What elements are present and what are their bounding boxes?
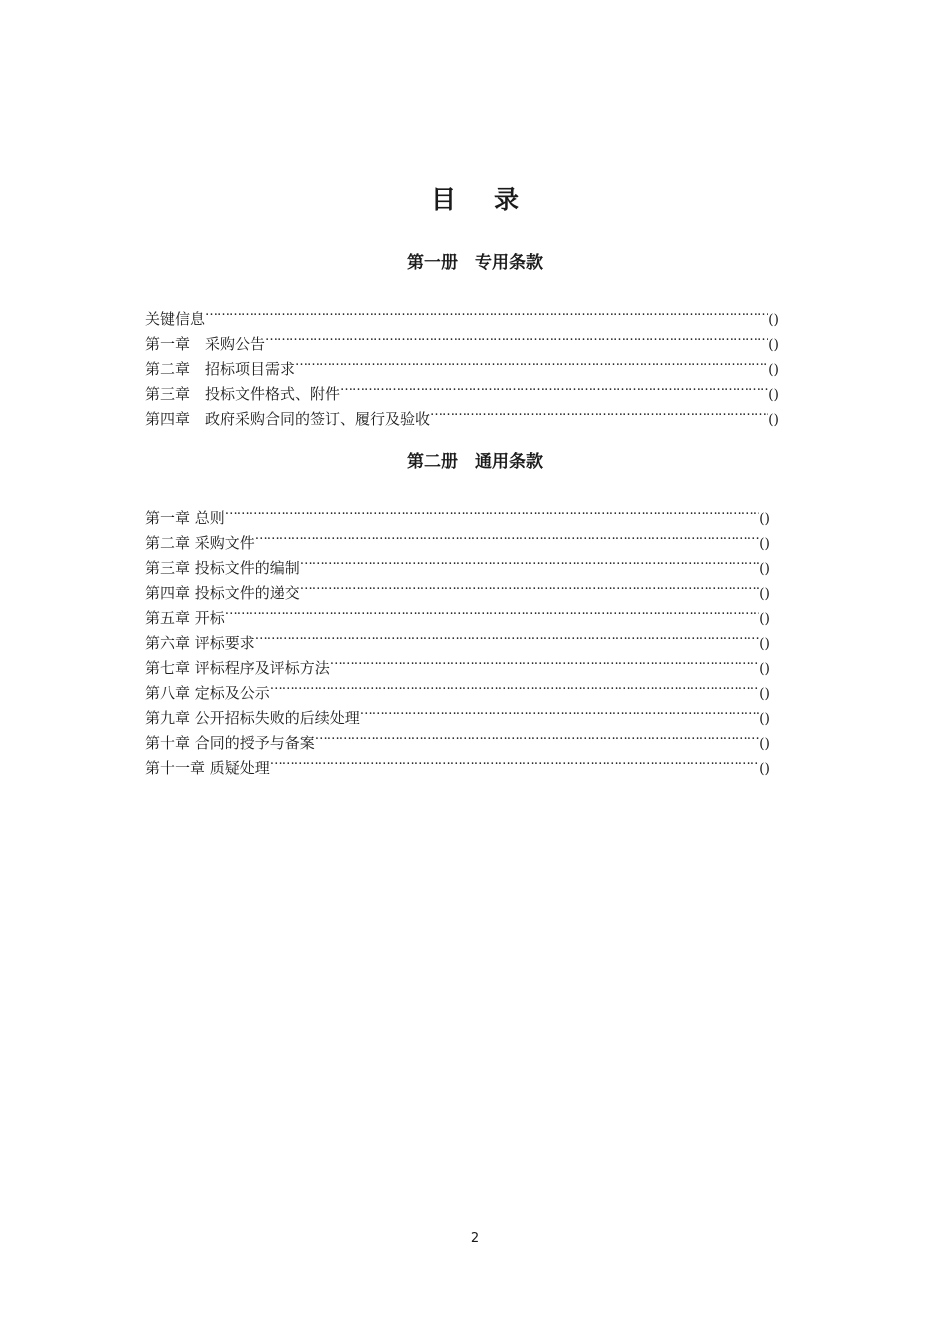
toc-entry-label: 第四章 政府采购合同的签订、履行及验收 [145,410,431,428]
toc-entry-label: 第五章 开标 [145,609,225,627]
dot-leader [205,299,768,324]
toc-entry-label: 第四章 投标文件的递交 [145,584,300,602]
dot-leader [430,399,768,424]
toc-entry-label: 第一章 采购公告 [145,335,266,353]
toc-entry-label: 第六章 评标要求 [145,634,255,652]
toc-entry-page: () [759,511,770,527]
toc-entry-page: () [768,412,779,428]
toc-entry-page: () [759,686,770,702]
toc-entry-page: () [759,661,770,677]
dot-leader [225,498,759,523]
dot-leader [360,698,759,723]
toc-entry-page: () [768,387,779,403]
toc-entry[interactable] [145,299,779,328]
toc-entry-label: 第七章 评标程序及评标方法 [145,659,330,677]
dot-leader [340,374,768,399]
toc-entry[interactable] [145,523,770,552]
toc-entry[interactable] [145,598,770,627]
toc-entry[interactable] [145,324,779,353]
dot-leader [315,723,759,748]
toc-entry-label: 第九章 公开招标失败的后续处理 [145,709,360,727]
toc-entry-label: 第三章 投标文件格式、附件 [145,385,341,403]
dot-leader [300,573,759,598]
dot-leader [270,748,759,773]
toc-entry[interactable] [145,498,770,527]
toc-entry-page: () [759,561,770,577]
toc-entry-page: () [768,337,779,353]
toc-list-volume-2 [145,498,770,777]
toc-entry-label: 第十章 合同的授予与备案 [145,734,315,752]
toc-entry-label: 第二章 采购文件 [145,534,255,552]
dot-leader [270,673,759,698]
dot-leader [225,598,759,623]
toc-entry-page: () [759,611,770,627]
toc-entry-page: () [768,312,779,328]
dot-leader [265,324,768,349]
toc-entry-label: 第八章 定标及公示 [145,684,270,702]
page-number: 2 [470,1231,480,1246]
dot-leader [295,349,768,374]
dot-leader [255,523,759,548]
toc-entry-label: 关键信息 [145,310,206,328]
toc-entry-page: () [759,711,770,727]
toc-entry-label: 第二章 招标项目需求 [145,360,296,378]
section-title-volume-1: 第一册 专用条款 [407,253,543,273]
toc-entry-page: () [759,761,770,777]
toc-entry-page: () [759,636,770,652]
toc-entry-page: () [759,736,770,752]
toc-entry[interactable] [145,623,770,652]
toc-list-volume-1 [145,299,779,428]
toc-entry-label: 第一章 总则 [145,509,225,527]
toc-entry-page: () [759,586,770,602]
toc-entry-page: () [759,536,770,552]
section-title-volume-2: 第二册 通用条款 [407,452,543,472]
dot-leader [330,648,759,673]
dot-leader [255,623,759,648]
toc-entry-label: 第十一章 质疑处理 [145,759,270,777]
toc-entry-page: () [768,362,779,378]
page-title: 目录 [430,185,557,214]
toc-entry-label: 第三章 投标文件的编制 [145,559,300,577]
dot-leader [300,548,759,573]
